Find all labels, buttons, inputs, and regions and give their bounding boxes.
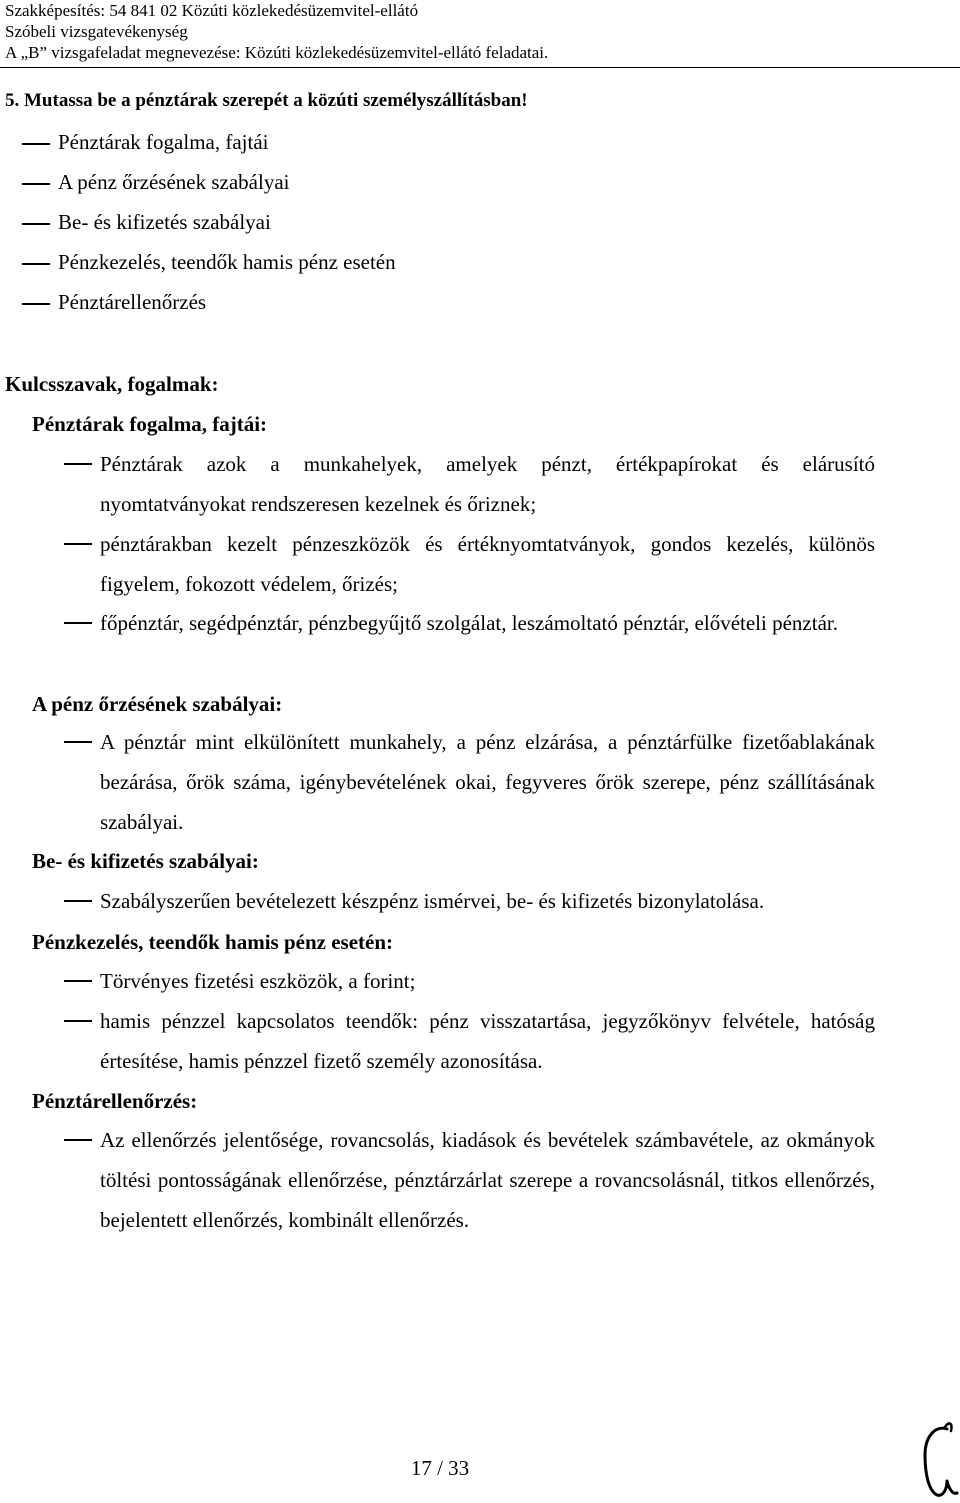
section-heading-counterfeit: Pénzkezelés, teendők hamis pénz esetén:	[32, 930, 394, 954]
list-item: Pénztárak azok a munkahelyek, amelyek pénzt, értékpapírokat és elárusító nyomtatványokat rendszeresen kezelnek és őriznek;	[100, 444, 875, 524]
dash-bullet	[64, 1020, 92, 1022]
dash-bullet	[64, 463, 92, 465]
page-number: 17 / 33	[410, 1456, 470, 1480]
section-heading-payments: Be- és kifizetés szabályai:	[32, 849, 259, 873]
signature-mark	[915, 1415, 960, 1503]
dash-bullet	[64, 900, 92, 902]
list-item: pénztárakban kezelt pénzeszközök és értéknyomtatványok, gondos kezelés, különös figyelem, fokozott védelem, őrizés;	[100, 524, 875, 604]
section-heading-money-custody: A pénz őrzésének szabályai:	[32, 692, 283, 716]
dash-bullet	[64, 543, 92, 545]
list-item: hamis pénzzel kapcsolatos teendők: pénz visszatartása, jegyzőkönyv felvétele, hatóság értesítése, hamis pénzzel fizető személy azonosítása.	[100, 1001, 875, 1081]
list-item: főpénztár, segédpénztár, pénzbegyűjtő szolgálat, leszámoltató pénztár, elővételi pénztár.	[100, 603, 875, 643]
header-divider	[0, 67, 960, 68]
section-heading-cash-desks: Pénztárak fogalma, fajtái:	[32, 412, 268, 436]
topic-item: Be- és kifizetés szabályai	[22, 209, 396, 249]
list-item: Az ellenőrzés jelentősége, rovancsolás, kiadások és bevételek számbavétele, az okmányok töltési pontosságának ellenőrzése, pénztárzárlat szerepe a rovancsolásnál, titkos ellenőrzés, bejelentett ellenőrzés, kombinált ellenőrzés.	[100, 1120, 875, 1240]
dash-bullet	[64, 622, 92, 624]
list-item: A pénztár mint elkülönített munkahely, a pénz elzárása, a pénztárfülke fizetőablakának bezárása, őrök száma, igénybevételének okai, fegyveres őrök szerepe, pénz szállításának szabályai.	[100, 722, 875, 842]
header-qualification: Szakképesítés: 54 841 02 Közúti közlekedésüzemvitel-ellátó	[5, 1, 419, 20]
topic-item: Pénztárak fogalma, fajtái	[22, 129, 396, 169]
section-heading-cash-audit: Pénztárellenőrzés:	[32, 1089, 198, 1113]
list-item: Törvényes fizetési eszközök, a forint;	[100, 961, 875, 1001]
dash-bullet	[64, 1139, 92, 1141]
topic-item: Pénzkezelés, teendők hamis pénz esetén	[22, 249, 396, 289]
topic-item: Pénztárellenőrzés	[22, 289, 396, 329]
page-header	[5, 0, 548, 63]
dash-bullet	[64, 741, 92, 743]
keywords-heading: Kulcsszavak, fogalmak:	[5, 372, 219, 396]
question-title: 5. Mutassa be a pénztárak szerepét a közúti személyszállításban!	[5, 90, 528, 111]
header-task-name: A „B” vizsgafeladat megnevezése: Közúti közlekedésüzemvitel-ellátó feladatai.	[5, 43, 549, 62]
dash-bullet	[64, 980, 92, 982]
topic-list	[22, 129, 396, 329]
topic-item: A pénz őrzésének szabályai	[22, 169, 396, 209]
header-exam-type: Szóbeli vizsgatevékenység	[5, 22, 188, 41]
list-item: Szabályszerűen bevételezett készpénz ismérvei, be- és kifizetés bizonylatolása.	[100, 881, 875, 921]
